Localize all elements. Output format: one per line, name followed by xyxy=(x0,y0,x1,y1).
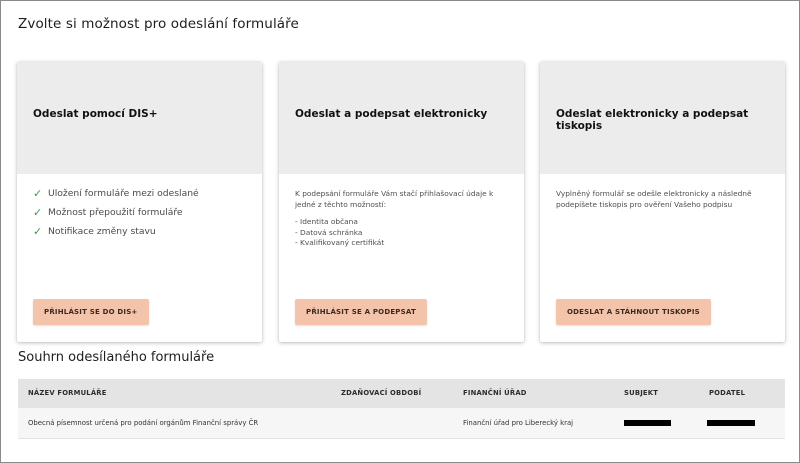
card-dis-plus xyxy=(17,62,262,342)
option-item: - Datová schránka xyxy=(295,228,510,239)
feature-item xyxy=(33,206,248,219)
column-header: PODATEL xyxy=(709,389,746,397)
card-title: Odeslat elektronicky a podepsat tiskopis xyxy=(556,108,749,132)
card-body xyxy=(295,188,510,249)
column-header: FINANČNÍ ÚŘAD xyxy=(463,389,527,397)
table-row xyxy=(18,408,785,439)
summary-table xyxy=(18,379,785,439)
checkmark-icon: ✓ xyxy=(33,206,43,219)
redacted-subject xyxy=(624,420,671,426)
feature-label: Notifikace změny stavu xyxy=(48,226,156,237)
summary-title: Souhrn odesílaného formuláře xyxy=(18,350,215,365)
column-header: SUBJEKT xyxy=(624,389,659,397)
card-header xyxy=(540,62,785,174)
card-body xyxy=(33,187,248,244)
checkmark-icon: ✓ xyxy=(33,187,43,200)
send-download-button[interactable]: ODESLAT A STÁHNOUT TISKOPIS xyxy=(556,299,711,325)
card-description: K podepsání formuláře Vám stačí přihlašovací údaje k jedné z těchto možností: xyxy=(295,189,494,209)
checkmark-icon: ✓ xyxy=(33,225,43,238)
form-name-cell: Obecná písemnost určená pro podání orgánům Finanční správy ČR xyxy=(28,419,259,427)
login-dis-button[interactable]: PŘIHLÁSIT SE DO DIS+ xyxy=(33,299,149,325)
office-cell: Finanční úřad pro Liberecký kraj xyxy=(463,419,574,427)
card-description: Vyplněný formulář se odešle elektronicky a následně podepíšete tiskopis pro ověření Vašeho podpisu xyxy=(556,189,752,209)
feature-item xyxy=(33,225,248,238)
table-header xyxy=(18,379,785,408)
feature-item xyxy=(33,187,248,200)
card-title: Odeslat pomocí DIS+ xyxy=(33,108,158,120)
card-title: Odeslat a podepsat elektronicky xyxy=(295,108,488,120)
card-header xyxy=(279,62,524,174)
column-header: ZDAŇOVACÍ OBDOBÍ xyxy=(341,389,422,397)
redacted-filer xyxy=(707,420,755,426)
card-body xyxy=(556,188,771,210)
card-print-sign xyxy=(540,62,785,342)
card-sign-electronic xyxy=(279,62,524,342)
card-header xyxy=(17,62,262,174)
login-sign-button[interactable]: PŘIHLÁSIT SE A PODEPSAT xyxy=(295,299,427,325)
option-item: - Kvalifikovaný certifikát xyxy=(295,238,510,249)
page-title: Zvolte si možnost pro odeslání formuláře xyxy=(18,16,299,32)
column-header: NÁZEV FORMULÁŘE xyxy=(28,389,107,397)
option-list xyxy=(295,217,510,249)
feature-label: Možnost přepoužití formuláře xyxy=(48,207,183,218)
option-item: - Identita občana xyxy=(295,217,510,228)
feature-label: Uložení formuláře mezi odeslané xyxy=(48,188,199,199)
